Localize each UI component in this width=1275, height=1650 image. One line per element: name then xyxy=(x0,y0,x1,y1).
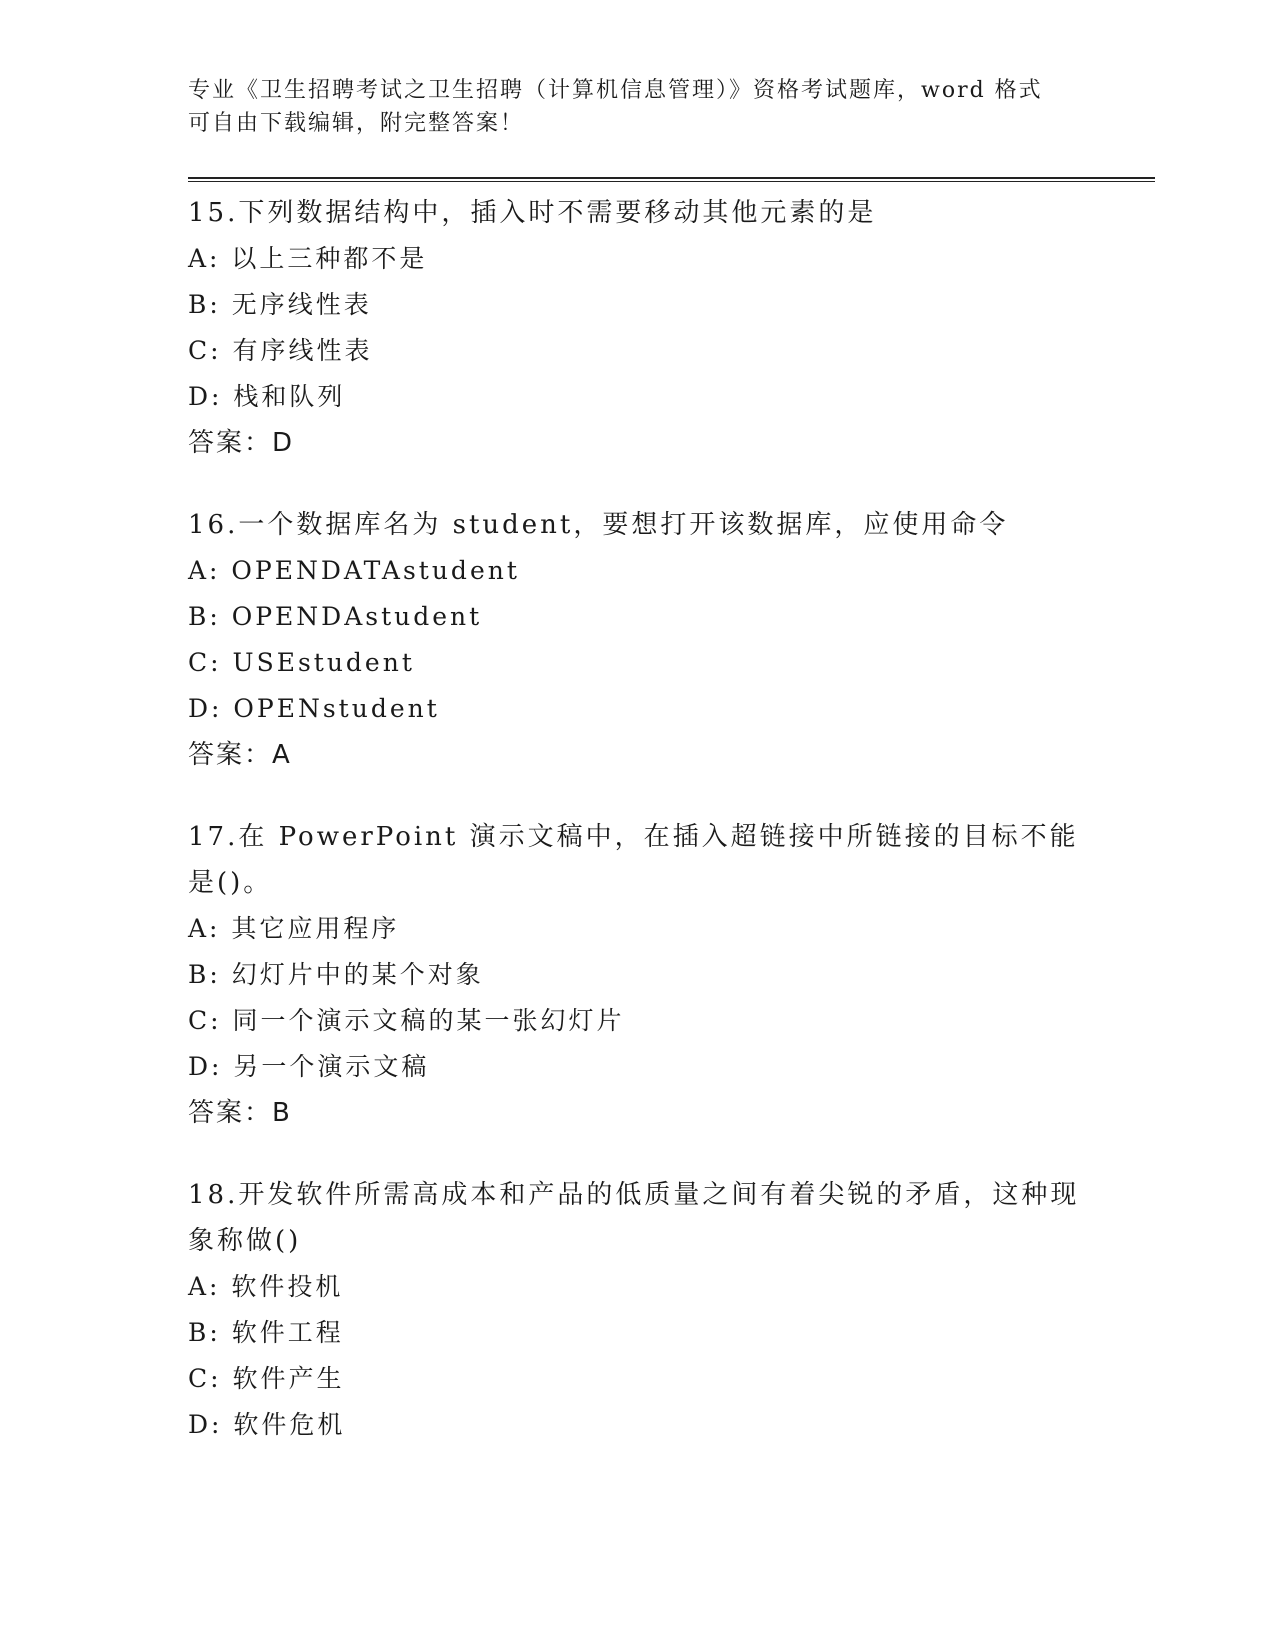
option-c: C: 软件产生 xyxy=(188,1364,345,1393)
answer-line: 答案：A xyxy=(188,740,292,770)
option-c: C: 有序线性表 xyxy=(188,336,373,365)
header-divider xyxy=(188,177,1155,182)
option-a: A: 以上三种都不是 xyxy=(188,244,428,273)
option-d: D: 另一个演示文稿 xyxy=(188,1052,430,1081)
option-a: A: OPENDATAstudent xyxy=(188,556,520,585)
question-15 xyxy=(188,190,1088,466)
header-line-2: 可自由下载编辑，附完整答案！ xyxy=(188,111,525,136)
question-list xyxy=(188,190,1088,1484)
option-c: C: USEstudent xyxy=(188,648,415,677)
option-d: D: OPENstudent xyxy=(188,694,440,723)
option-b: B: 幻灯片中的某个对象 xyxy=(188,960,484,989)
question-stem: 16.一个数据库名为 student，要想打开该数据库，应使用命令 xyxy=(188,510,1009,540)
question-16 xyxy=(188,502,1088,778)
option-b: B: 软件工程 xyxy=(188,1318,344,1347)
option-d: D: 软件危机 xyxy=(188,1410,346,1439)
question-stem: 17.在 PowerPoint 演示文稿中，在插入超链接中所链接的目标不能是()。 xyxy=(188,822,1079,898)
option-a: A: 其它应用程序 xyxy=(188,914,400,943)
question-stem: 18.开发软件所需高成本和产品的低质量之间有着尖锐的矛盾，这种现象称做() xyxy=(188,1180,1080,1256)
document-header xyxy=(188,74,1088,140)
question-18 xyxy=(188,1172,1088,1448)
answer-line: 答案：D xyxy=(188,428,295,458)
question-17 xyxy=(188,814,1088,1136)
answer-line: 答案：B xyxy=(188,1098,292,1128)
option-c: C: 同一个演示文稿的某一张幻灯片 xyxy=(188,1006,625,1035)
option-b: B: 无序线性表 xyxy=(188,290,372,319)
option-b: B: OPENDAstudent xyxy=(188,602,483,631)
option-d: D: 栈和队列 xyxy=(188,382,346,411)
header-line-1: 专业《卫生招聘考试之卫生招聘（计算机信息管理）》资格考试题库，word 格式 xyxy=(188,78,1043,103)
option-a: A: 软件投机 xyxy=(188,1272,344,1301)
question-stem: 15.下列数据结构中，插入时不需要移动其他元素的是 xyxy=(188,198,877,228)
